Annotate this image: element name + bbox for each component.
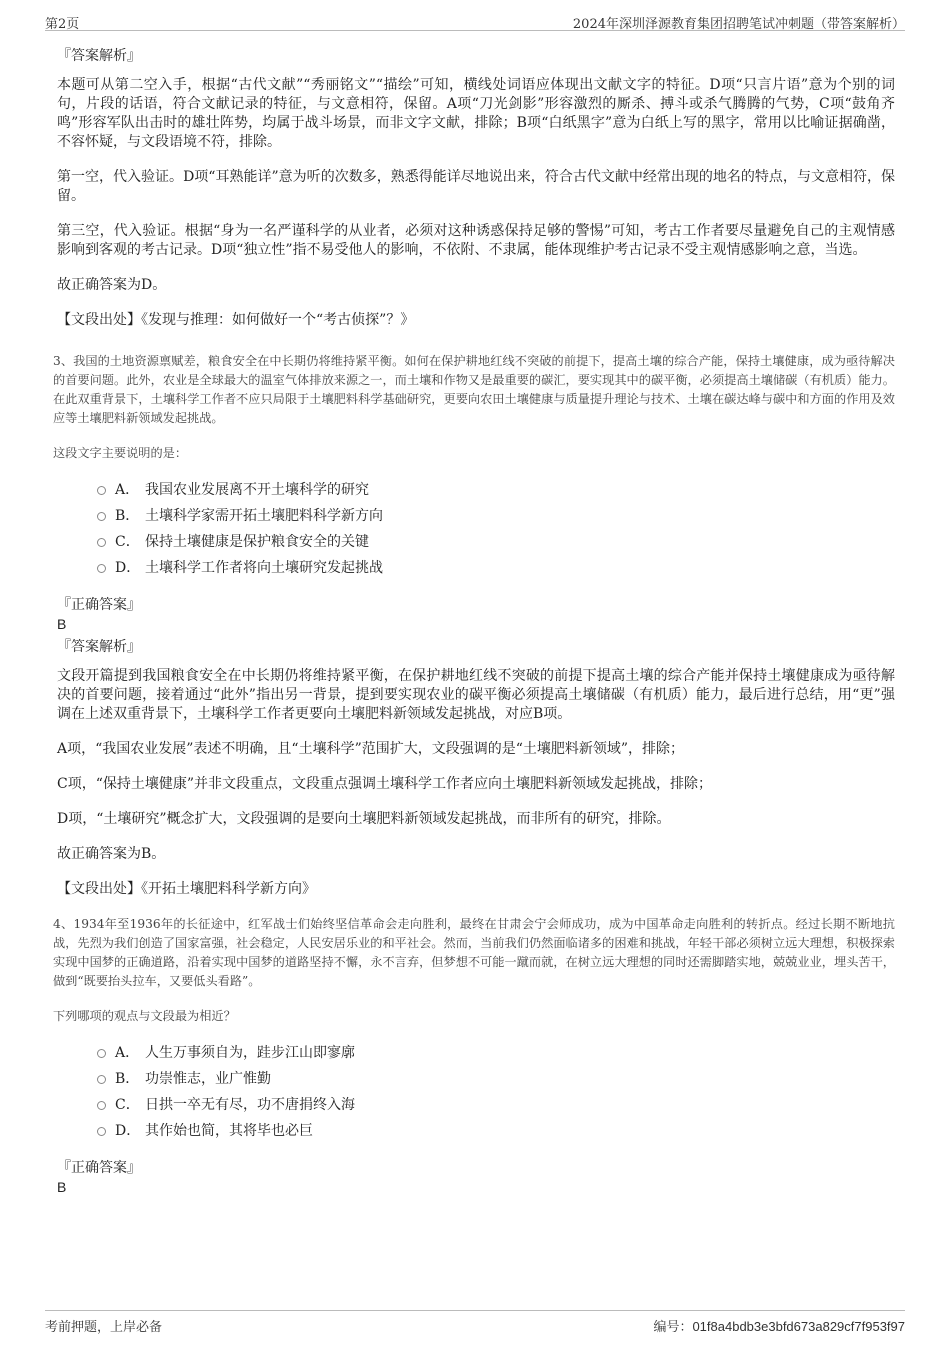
- page-number: 第2页: [45, 17, 80, 32]
- page-footer: [45, 1310, 905, 1335]
- option-a[interactable]: A． 人生万事须自为，跬步江山即寥廓: [97, 1040, 895, 1066]
- analysis-paragraph: 本题可从第二空入手，根据“古代文献”“秀丽铭文”“描绘”可知，横线处词语应体现出文献文字的特征。D项“只言片语”意为个别的词句，片段的话语，符合文献记录的特征，与文意相符，保留。A项“刀光剑影”形容激烈的厮杀、搏斗或杀气腾腾的气势，C项“鼓角齐鸣”形容军队出击时的雄壮阵势，均属于战斗场景，而非文字文献，排除；B项“白纸黑字”意为白纸上写的黑字，常用以比喻证据确凿，不容怀疑，与文段语境不符，排除。: [57, 77, 895, 150]
- question-3-options: [97, 477, 895, 581]
- page-header: [45, 10, 905, 31]
- analysis-paragraph: 文段开篇提到我国粮食安全在中长期仍将维持紧平衡，在保护耕地红线不突破的前提下提高土壤的综合产能并保持土壤健康成为亟待解决的首要问题，接着通过“此外”指出另一背景，提到要实现农业的碳平衡必须提高土壤储碳（有机质）能力，最后进行总结，用“更”强调在上述双重背景下，土壤科学工作者更要向土壤肥料新领域发起挑战，对应B项。: [57, 668, 895, 722]
- question-3-prompt: 这段文字主要说明的是：: [53, 446, 188, 460]
- radio-icon[interactable]: [97, 538, 106, 547]
- option-c[interactable]: C． 保持土壤健康是保护粮食安全的关键: [97, 529, 895, 555]
- radio-icon[interactable]: [97, 486, 106, 495]
- document-body: [53, 46, 895, 1200]
- correct-answer-value: B: [57, 616, 67, 632]
- analysis-label: 『答案解析』: [57, 639, 141, 655]
- radio-icon[interactable]: [97, 1075, 106, 1084]
- radio-icon[interactable]: [97, 1101, 106, 1110]
- analysis-conclusion: 故正确答案为B。: [57, 846, 166, 862]
- radio-icon[interactable]: [97, 1127, 106, 1136]
- question-4-options: [97, 1040, 895, 1144]
- analysis-conclusion: 故正确答案为D。: [57, 277, 167, 293]
- correct-answer-label: 『正确答案』: [57, 1160, 141, 1176]
- option-a[interactable]: A． 我国农业发展离不开土壤科学的研究: [97, 477, 895, 503]
- analysis-paragraph: A项，“我国农业发展”表述不明确，且“土壤科学”范围扩大，文段强调的是“土壤肥料新领域”，排除；: [57, 741, 685, 757]
- analysis-paragraph: 第一空，代入验证。D项“耳熟能详”意为听的次数多，熟悉得能详尽地说出来，符合古代文献中经常出现的地名的特点，与文意相符，保留。: [57, 169, 895, 204]
- document-title: 2024年深圳泽源教育集团招聘笔试冲刺题（带答案解析）: [572, 17, 905, 32]
- option-d[interactable]: D． 土壤科学工作者将向土壤研究发起挑战: [97, 555, 895, 581]
- correct-answer-value: B: [57, 1179, 67, 1195]
- correct-answer-label: 『正确答案』: [57, 597, 141, 613]
- radio-icon[interactable]: [97, 564, 106, 573]
- option-c[interactable]: C． 日拱一卒无有尽，功不唐捐终入海: [97, 1092, 895, 1118]
- footer-slogan: 考前押题，上岸必备: [45, 1320, 163, 1335]
- question-4-text: 4、1934年至1936年的长征途中，红军战士们始终坚信革命会走向胜利，最终在甘肃会宁会师成功，成为中国革命走向胜利的转折点。经过长期不断地抗战，先烈为我们创造了国家富强，社会稳定，人民安居乐业的和平社会。然而，当前我们仍然面临诸多的困难和挑战，年轻干部必须树立远大理想，积极探索实现中国梦的正确道路，沿着实现中国梦的道路坚持不懈，永不言弃，但梦想不可能一蹴而就，在树立远大理想的同时还需脚踏实地，兢兢业业，埋头苦干，做到“既要抬头拉车，又要低头看路”。: [53, 917, 895, 988]
- analysis-paragraph: D项，“土壤研究”概念扩大，文段强调的是要向土壤肥料新领域发起挑战，而非所有的研究，排除。: [57, 811, 671, 827]
- document-code: 编号：01f8a4bdb3e3bfd673a829cf7f953f97: [653, 1319, 905, 1334]
- question-3-text: 3、我国的土地资源禀赋差，粮食安全在中长期仍将维持紧平衡。如何在保护耕地红线不突破的前提下，提高土壤的综合产能，保持土壤健康，成为亟待解决的首要问题。此外，农业是全球最大的温室气体排放来源之一，而土壤和作物又是最重要的碳汇，要实现其中的碳平衡，必须提高土壤储碳（有机质）能力。在此双重背景下，土壤科学工作者不应只局限于土壤肥料科学基础研究，更要向农田土壤健康与质量提升理论与技术、土壤在碳达峰与碳中和方面的作用及效应等土壤肥料新领域发起挑战。: [53, 354, 895, 425]
- analysis-paragraph: 第三空，代入验证。根据“身为一名严谨科学的从业者，必须对这种诱惑保持足够的警惕”可知，考古工作者要尽量避免自己的主观情感影响到客观的考古记录。D项“独立性”指不易受他人的影响，不依附、不隶属，能体现维护考古记录不受主观情感影响之意，当选。: [57, 223, 895, 258]
- radio-icon[interactable]: [97, 512, 106, 521]
- analysis-paragraph: C项，“保持土壤健康”并非文段重点，文段重点强调土壤科学工作者应向土壤肥料新领域发起挑战，排除；: [57, 776, 713, 792]
- analysis-label: 『答案解析』: [57, 48, 141, 64]
- source-citation: 【文段出处】《发现与推理：如何做好一个“考古侦探”？》: [57, 312, 415, 328]
- radio-icon[interactable]: [97, 1049, 106, 1058]
- option-b[interactable]: B． 功崇惟志，业广惟勤: [97, 1066, 895, 1092]
- option-d[interactable]: D． 其作始也简，其将毕也必巨: [97, 1118, 895, 1144]
- option-b[interactable]: B． 土壤科学家需开拓土壤肥料科学新方向: [97, 503, 895, 529]
- source-citation: 【文段出处】《开拓土壤肥料科学新方向》: [57, 881, 316, 897]
- question-4-prompt: 下列哪项的观点与文段最为相近？: [53, 1009, 236, 1023]
